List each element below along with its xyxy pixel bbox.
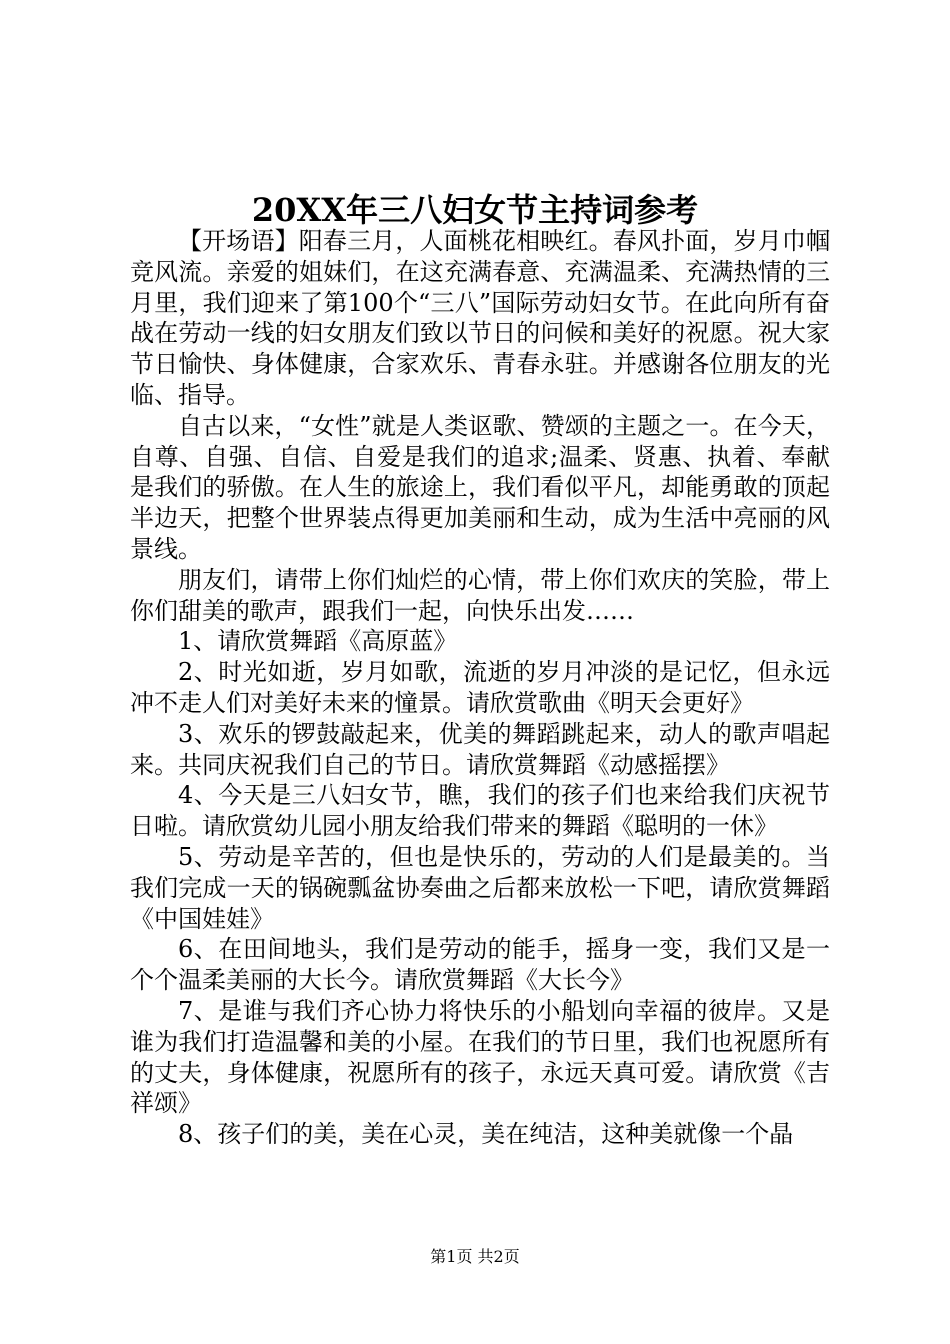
program-item-1: 1、请欣赏舞蹈《高原蓝》	[178, 627, 458, 656]
paragraph-invitation: 朋友们，请带上你们灿烂的心情，带上你们欢庆的笑脸，带上你们甜美的歌声，跟我们一起，向快乐出发……	[130, 565, 830, 625]
program-item-2: 2、时光如逝，岁月如歌，流逝的岁月冲淡的是记忆，但永远冲不走人们对美好未来的憧景。请欣赏歌曲《明天会更好》	[130, 658, 830, 717]
program-item-8: 8、孩子们的美，美在心灵，美在纯洁，这种美就像一个晶	[178, 1120, 794, 1149]
paragraph-women-theme: 自古以来，“女性”就是人类讴歌、赞颂的主题之一。在今天，自尊、自强、自信、自爱是我们的追求;温柔、贤惠、执着、奉献是我们的骄傲。在人生的旅途上，我们看似平凡，却能勇敢的顶起半边天，把整个世界装点得更加美丽和生动，成为生活中亮丽的风景线。	[130, 411, 830, 563]
page-indicator: 第1页 共2页	[430, 1247, 520, 1266]
program-item-5: 5、劳动是辛苦的，但也是快乐的，劳动的人们是最美的。当我们完成一天的锅碗瓢盆协奏曲之后都来放松一下吧，请欣赏舞蹈《中国娃娃》	[130, 842, 830, 933]
program-item-3: 3、欢乐的锣鼓敲起来，优美的舞蹈跳起来，动人的歌声唱起来。共同庆祝我们自己的节日。请欣赏舞蹈《动感摇摆》	[130, 719, 830, 779]
page-footer	[0, 1246, 950, 1268]
program-item-4: 4、今天是三八妇女节，瞧，我们的孩子们也来给我们庆祝节日啦。请欣赏幼儿园小朋友给我们带来的舞蹈《聪明的一休》	[130, 781, 830, 841]
program-item-7: 7、是谁与我们齐心协力将快乐的小船划向幸福的彼岸。又是谁为我们打造温馨和美的小屋。在我们的节日里，我们也祝愿所有的丈夫，身体健康，祝愿所有的孩子，永远天真可爱。请欣赏《吉祥颂》	[130, 996, 830, 1118]
document-body	[130, 226, 830, 1150]
document-title: 20XX年三八妇女节主持词参考	[251, 191, 699, 229]
paragraph-opening: 【开场语】阳春三月，人面桃花相映红。春风扑面，岁月巾帼竞风流。亲爱的姐妹们，在这充满春意、充满温柔、充满热情的三月里，我们迎来了第100个“三八”国际劳动妇女节。在此向所有奋战在劳动一线的妇女朋友们致以节日的问候和美好的祝愿。祝大家节日愉快、身体健康，合家欢乐、青春永驻。并感谢各位朋友的光临、指导。	[130, 227, 830, 409]
program-item-6: 6、在田间地头，我们是劳动的能手，摇身一变，我们又是一个个温柔美丽的大长今。请欣赏舞蹈《大长今》	[130, 935, 830, 995]
